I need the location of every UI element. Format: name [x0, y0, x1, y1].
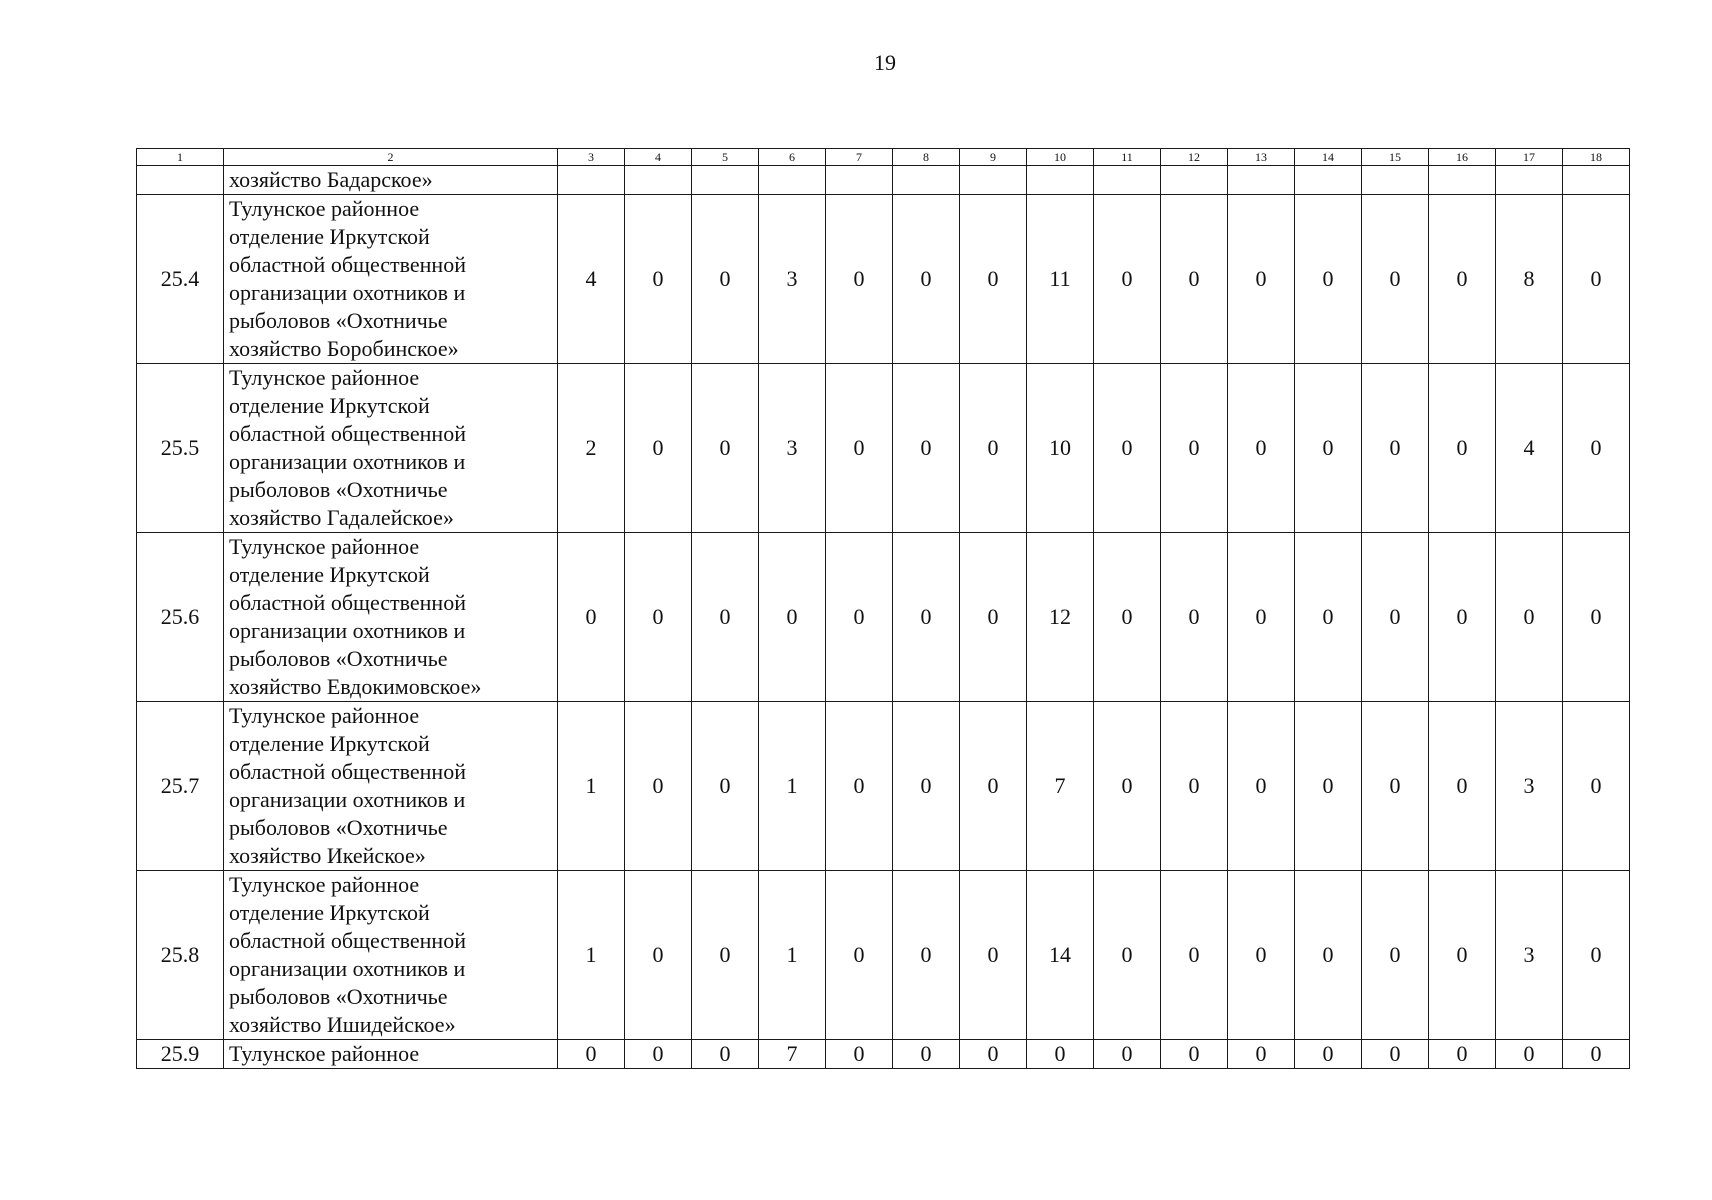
- value-cell: 1: [759, 702, 826, 871]
- table-body: [137, 166, 1630, 1069]
- value-cell: [1094, 166, 1161, 195]
- row-number-cell: 25.7: [137, 702, 224, 871]
- value-cell: [1027, 166, 1094, 195]
- value-cell: 0: [1362, 871, 1429, 1040]
- value-cell: 0: [1563, 1040, 1630, 1069]
- organization-name-cell: [224, 1040, 558, 1069]
- value-cell: 0: [826, 871, 893, 1040]
- value-cell: 0: [1496, 1040, 1563, 1069]
- column-header: 5: [692, 149, 759, 166]
- value-cell: 0: [960, 702, 1027, 871]
- value-cell: 4: [1496, 364, 1563, 533]
- value-cell: 0: [893, 533, 960, 702]
- value-cell: 0: [826, 533, 893, 702]
- value-cell: 14: [1027, 871, 1094, 1040]
- value-cell: 11: [1027, 195, 1094, 364]
- value-cell: 0: [1563, 702, 1630, 871]
- organization-name-cell: [224, 702, 558, 871]
- value-cell: 0: [893, 195, 960, 364]
- table-row: [137, 166, 1630, 195]
- value-cell: 3: [759, 195, 826, 364]
- table-row: [137, 871, 1630, 1040]
- row-number-cell: 25.4: [137, 195, 224, 364]
- value-cell: 0: [1429, 533, 1496, 702]
- value-cell: 0: [1295, 702, 1362, 871]
- value-cell: 3: [1496, 702, 1563, 871]
- header-row: [137, 149, 1630, 166]
- value-cell: [1161, 166, 1228, 195]
- value-cell: 0: [1228, 364, 1295, 533]
- value-cell: 0: [960, 195, 1027, 364]
- value-cell: 0: [558, 1040, 625, 1069]
- value-cell: 0: [625, 533, 692, 702]
- value-cell: 0: [1228, 702, 1295, 871]
- value-cell: 0: [1161, 364, 1228, 533]
- organization-name-line: хозяйство Ишидейское»: [229, 1012, 456, 1037]
- value-cell: 0: [558, 533, 625, 702]
- value-cell: [1429, 166, 1496, 195]
- value-cell: [1228, 166, 1295, 195]
- column-header: 17: [1496, 149, 1563, 166]
- organization-name-line: рыболовов «Охотничье: [229, 815, 448, 840]
- organization-name-line: рыболовов «Охотничье: [229, 308, 448, 333]
- organization-name-line: организации охотников и: [229, 956, 466, 981]
- organization-name-line: хозяйство Боробинское»: [229, 336, 459, 361]
- value-cell: 0: [893, 871, 960, 1040]
- value-cell: 0: [893, 702, 960, 871]
- data-table-container: [136, 148, 1630, 1069]
- value-cell: 0: [625, 195, 692, 364]
- value-cell: 0: [759, 533, 826, 702]
- organization-name-cell: [224, 533, 558, 702]
- organization-name-line: хозяйство Бадарское»: [229, 167, 433, 192]
- organization-name-line: хозяйство Гадалейское»: [229, 505, 454, 530]
- value-cell: 0: [1563, 871, 1630, 1040]
- data-table: [136, 148, 1630, 1069]
- value-cell: 0: [1228, 533, 1295, 702]
- value-cell: 0: [1027, 1040, 1094, 1069]
- value-cell: 0: [960, 1040, 1027, 1069]
- column-header: 7: [826, 149, 893, 166]
- value-cell: 0: [1094, 702, 1161, 871]
- organization-name-line: рыболовов «Охотничье: [229, 477, 448, 502]
- value-cell: 0: [1496, 533, 1563, 702]
- value-cell: 0: [692, 702, 759, 871]
- organization-name-line: Тулунское районное: [229, 872, 420, 897]
- value-cell: 2: [558, 364, 625, 533]
- value-cell: 0: [1295, 533, 1362, 702]
- value-cell: 0: [692, 1040, 759, 1069]
- column-header: 11: [1094, 149, 1161, 166]
- organization-name-line: отделение Иркутской: [229, 562, 430, 587]
- value-cell: 0: [1295, 871, 1362, 1040]
- value-cell: 0: [692, 195, 759, 364]
- organization-name-line: Тулунское районное: [229, 1041, 420, 1066]
- value-cell: 7: [759, 1040, 826, 1069]
- value-cell: 0: [1295, 195, 1362, 364]
- value-cell: [759, 166, 826, 195]
- value-cell: 1: [558, 871, 625, 1040]
- value-cell: 0: [1228, 195, 1295, 364]
- organization-name-line: отделение Иркутской: [229, 393, 430, 418]
- value-cell: 0: [1161, 702, 1228, 871]
- column-header: 3: [558, 149, 625, 166]
- organization-name-line: хозяйство Икейское»: [229, 843, 426, 868]
- value-cell: 1: [558, 702, 625, 871]
- organization-name-line: областной общественной: [229, 421, 466, 446]
- value-cell: 0: [625, 364, 692, 533]
- value-cell: [1496, 166, 1563, 195]
- value-cell: 0: [1295, 364, 1362, 533]
- table-row: [137, 702, 1630, 871]
- value-cell: 0: [826, 1040, 893, 1069]
- value-cell: 0: [1429, 702, 1496, 871]
- value-cell: [893, 166, 960, 195]
- value-cell: 0: [1161, 1040, 1228, 1069]
- organization-name-line: областной общественной: [229, 252, 466, 277]
- organization-name-cell: [224, 195, 558, 364]
- value-cell: 0: [1094, 1040, 1161, 1069]
- column-header: 2: [224, 149, 558, 166]
- value-cell: 0: [1094, 533, 1161, 702]
- value-cell: 0: [1295, 1040, 1362, 1069]
- organization-name-line: организации охотников и: [229, 280, 466, 305]
- organization-name-cell: [224, 871, 558, 1040]
- organization-name-line: областной общественной: [229, 590, 466, 615]
- value-cell: 3: [759, 364, 826, 533]
- organization-name-line: организации охотников и: [229, 787, 466, 812]
- value-cell: [1563, 166, 1630, 195]
- value-cell: 12: [1027, 533, 1094, 702]
- value-cell: 0: [960, 871, 1027, 1040]
- organization-name-cell: [224, 364, 558, 533]
- value-cell: 0: [1563, 533, 1630, 702]
- table-row: [137, 533, 1630, 702]
- value-cell: 0: [1094, 364, 1161, 533]
- table-row: [137, 364, 1630, 533]
- value-cell: [692, 166, 759, 195]
- column-header: 6: [759, 149, 826, 166]
- row-number-cell: 25.6: [137, 533, 224, 702]
- column-header: 14: [1295, 149, 1362, 166]
- value-cell: 0: [1362, 195, 1429, 364]
- organization-name-line: областной общественной: [229, 928, 466, 953]
- column-header: 8: [893, 149, 960, 166]
- value-cell: 0: [826, 364, 893, 533]
- value-cell: 8: [1496, 195, 1563, 364]
- value-cell: 0: [625, 1040, 692, 1069]
- value-cell: [1362, 166, 1429, 195]
- value-cell: [625, 166, 692, 195]
- value-cell: 0: [692, 364, 759, 533]
- organization-name-line: отделение Иркутской: [229, 224, 430, 249]
- organization-name-line: Тулунское районное: [229, 703, 420, 728]
- value-cell: 0: [692, 533, 759, 702]
- value-cell: 0: [1094, 871, 1161, 1040]
- table-row: [137, 195, 1630, 364]
- value-cell: [1295, 166, 1362, 195]
- value-cell: 0: [960, 533, 1027, 702]
- row-number-cell: [137, 166, 224, 195]
- value-cell: 3: [1496, 871, 1563, 1040]
- column-header: 16: [1429, 149, 1496, 166]
- value-cell: 0: [1362, 533, 1429, 702]
- value-cell: 0: [1161, 195, 1228, 364]
- value-cell: 0: [1161, 871, 1228, 1040]
- value-cell: 0: [1563, 195, 1630, 364]
- row-number-cell: 25.8: [137, 871, 224, 1040]
- organization-name-line: организации охотников и: [229, 449, 466, 474]
- value-cell: 0: [1161, 533, 1228, 702]
- value-cell: 0: [1429, 1040, 1496, 1069]
- value-cell: 0: [1362, 702, 1429, 871]
- page-number: 19: [874, 50, 896, 75]
- value-cell: 0: [1228, 871, 1295, 1040]
- value-cell: 7: [1027, 702, 1094, 871]
- value-cell: [558, 166, 625, 195]
- value-cell: 0: [1362, 1040, 1429, 1069]
- value-cell: 0: [826, 195, 893, 364]
- value-cell: 0: [1362, 364, 1429, 533]
- value-cell: 0: [1228, 1040, 1295, 1069]
- column-header: 10: [1027, 149, 1094, 166]
- value-cell: 0: [826, 702, 893, 871]
- column-header: 13: [1228, 149, 1295, 166]
- value-cell: 0: [1429, 871, 1496, 1040]
- value-cell: 0: [893, 1040, 960, 1069]
- organization-name-line: рыболовов «Охотничье: [229, 646, 448, 671]
- column-header: 1: [137, 149, 224, 166]
- organization-name-line: отделение Иркутской: [229, 900, 430, 925]
- value-cell: 0: [625, 871, 692, 1040]
- column-header: 18: [1563, 149, 1630, 166]
- value-cell: 0: [1094, 195, 1161, 364]
- value-cell: 0: [692, 871, 759, 1040]
- value-cell: 0: [960, 364, 1027, 533]
- organization-name-line: областной общественной: [229, 759, 466, 784]
- value-cell: 10: [1027, 364, 1094, 533]
- column-header: 9: [960, 149, 1027, 166]
- organization-name-line: организации охотников и: [229, 618, 466, 643]
- value-cell: 0: [1563, 364, 1630, 533]
- organization-name-cell: [224, 166, 558, 195]
- value-cell: 4: [558, 195, 625, 364]
- value-cell: 1: [759, 871, 826, 1040]
- row-number-cell: 25.5: [137, 364, 224, 533]
- value-cell: 0: [625, 702, 692, 871]
- column-header: 12: [1161, 149, 1228, 166]
- value-cell: 0: [893, 364, 960, 533]
- value-cell: 0: [1429, 364, 1496, 533]
- organization-name-line: Тулунское районное: [229, 196, 420, 221]
- organization-name-line: Тулунское районное: [229, 365, 420, 390]
- organization-name-line: Тулунское районное: [229, 534, 420, 559]
- column-header: 15: [1362, 149, 1429, 166]
- column-header: 4: [625, 149, 692, 166]
- row-number-cell: 25.9: [137, 1040, 224, 1069]
- organization-name-line: рыболовов «Охотничье: [229, 984, 448, 1009]
- value-cell: [960, 166, 1027, 195]
- table-row: [137, 1040, 1630, 1069]
- value-cell: [826, 166, 893, 195]
- organization-name-line: отделение Иркутской: [229, 731, 430, 756]
- organization-name-line: хозяйство Евдокимовское»: [229, 674, 482, 699]
- value-cell: 0: [1429, 195, 1496, 364]
